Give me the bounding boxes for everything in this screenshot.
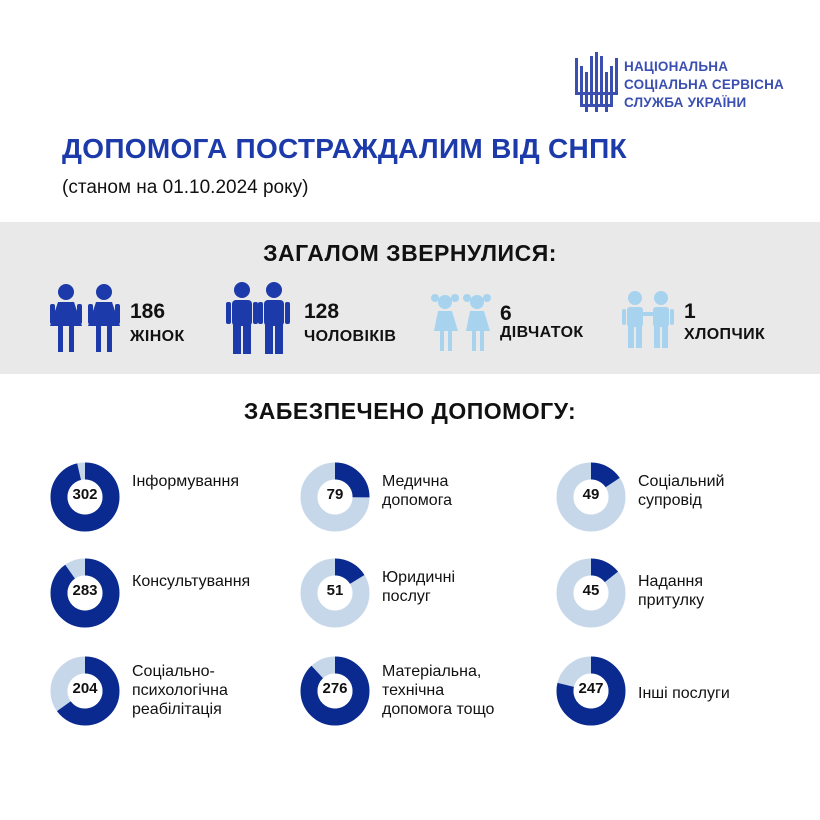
service-label bbox=[638, 572, 704, 610]
stat-men bbox=[226, 282, 416, 354]
service-label bbox=[132, 472, 239, 491]
donut-value: 302 bbox=[72, 486, 98, 503]
service-item bbox=[50, 558, 310, 638]
service-label-line: Соціальний bbox=[638, 473, 725, 490]
stat-women bbox=[48, 282, 208, 354]
org-name bbox=[624, 58, 784, 112]
service-item bbox=[300, 656, 560, 736]
service-label bbox=[132, 662, 228, 719]
applied-heading: ЗАГАЛОМ ЗВЕРНУЛИСЯ: bbox=[263, 240, 557, 266]
service-label-line: психологічна bbox=[132, 682, 228, 699]
donut-value: 49 bbox=[582, 486, 600, 503]
service-label-line: технічна bbox=[382, 682, 445, 699]
provided-heading: ЗАБЕЗПЕЧЕНО ДОПОМОГУ: bbox=[243, 398, 577, 424]
donut-value: 276 bbox=[322, 680, 348, 697]
stat-label: ЧОЛОВІКІВ bbox=[304, 328, 397, 345]
service-label bbox=[382, 662, 494, 719]
service-item bbox=[300, 462, 560, 542]
girls-icon bbox=[430, 292, 492, 364]
stat-label: ДІВЧАТОК bbox=[500, 324, 584, 341]
service-item bbox=[556, 656, 816, 736]
page-subtitle: (станом на 01.10.2024 року) bbox=[62, 177, 309, 198]
service-label-line: Консультування bbox=[132, 573, 251, 590]
boy-icon bbox=[622, 290, 674, 350]
org-name-line: НАЦІОНАЛЬНА bbox=[624, 59, 729, 74]
service-label bbox=[638, 684, 730, 703]
service-label-line: Інші послуги bbox=[638, 685, 730, 702]
service-label-line: Надання bbox=[638, 573, 704, 590]
service-label-line: супровід bbox=[638, 492, 702, 509]
service-label-line: притулку bbox=[638, 592, 705, 609]
stat-label: ХЛОПЧИК bbox=[684, 326, 766, 343]
donut-value: 204 bbox=[72, 680, 98, 697]
stat-value: 1 bbox=[684, 300, 696, 323]
service-label-line: Медична bbox=[382, 473, 449, 490]
donut-value: 45 bbox=[582, 582, 600, 599]
women-icon bbox=[48, 282, 124, 354]
stat-value: 186 bbox=[130, 300, 166, 323]
service-label-line: допомога bbox=[382, 492, 453, 509]
service-item bbox=[556, 558, 816, 638]
service-label-line: послуг bbox=[382, 588, 431, 605]
stat-boy bbox=[622, 282, 812, 354]
service-label-line: Соціально- bbox=[132, 663, 215, 680]
men-icon bbox=[226, 282, 292, 354]
service-label bbox=[382, 472, 452, 510]
service-label-line: Юридичні bbox=[382, 569, 455, 586]
stat-value: 128 bbox=[304, 300, 340, 323]
org-logo bbox=[574, 52, 794, 116]
service-label bbox=[132, 572, 250, 591]
service-label-line: Матеріальна, bbox=[382, 663, 482, 680]
service-label bbox=[638, 472, 724, 510]
service-label-line: Інформування bbox=[132, 473, 239, 490]
org-name-line: СОЦІАЛЬНА СЕРВІСНА bbox=[624, 77, 784, 92]
service-item bbox=[556, 462, 816, 542]
donut-value: 79 bbox=[326, 486, 344, 503]
stat-value: 6 bbox=[500, 302, 512, 325]
org-name-line: СЛУЖБА УКРАЇНИ bbox=[624, 95, 747, 110]
page-title: ДОПОМОГА ПОСТРАЖДАЛИМ ВІД СНПК bbox=[62, 133, 627, 164]
stat-girls bbox=[430, 282, 610, 354]
service-label-line: реабілітація bbox=[132, 701, 222, 718]
donut-value: 283 bbox=[72, 582, 98, 599]
service-item bbox=[50, 462, 310, 542]
stat-label: ЖІНОК bbox=[130, 328, 185, 345]
service-item bbox=[50, 656, 310, 736]
service-label bbox=[382, 568, 455, 606]
donut-value: 51 bbox=[326, 582, 344, 599]
service-label-line: допомога тощо bbox=[382, 701, 495, 718]
service-item bbox=[300, 558, 560, 638]
donut-value: 247 bbox=[578, 680, 604, 697]
trident-logo-icon bbox=[574, 52, 618, 116]
